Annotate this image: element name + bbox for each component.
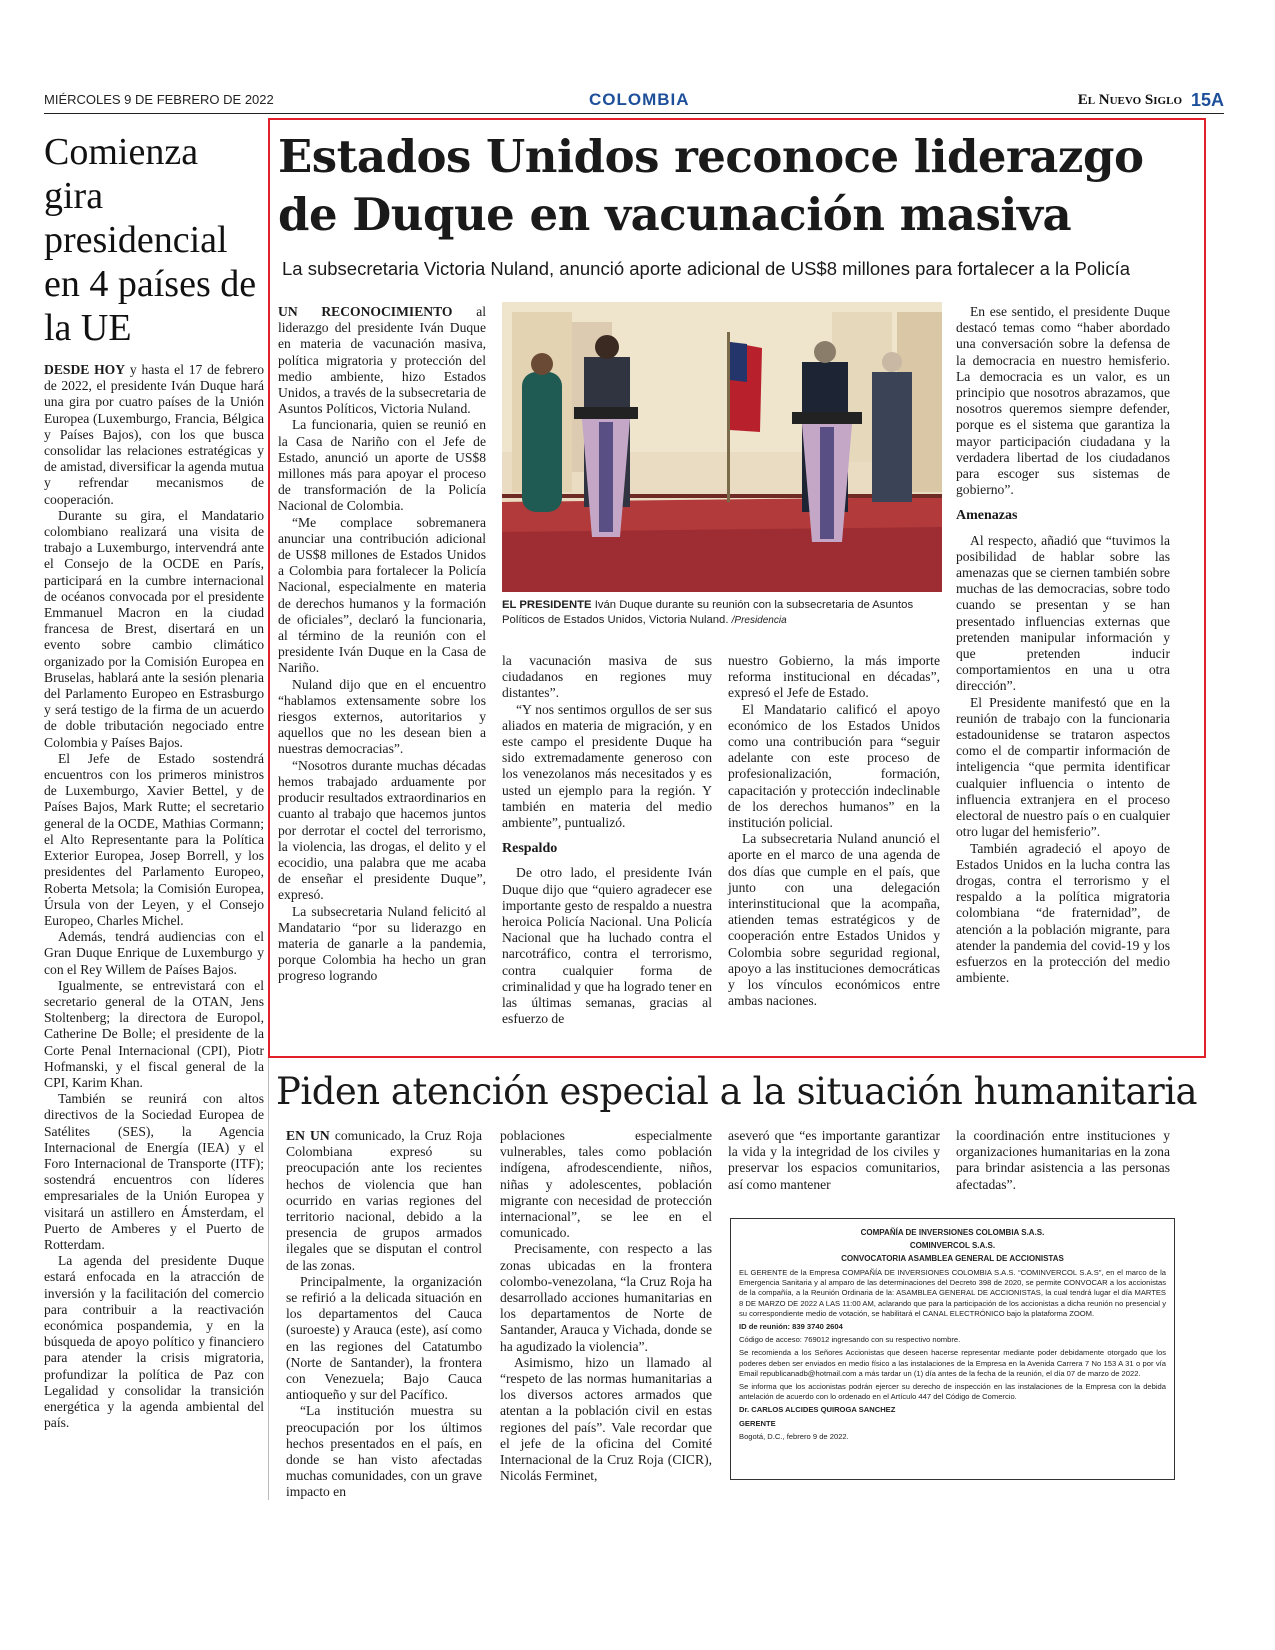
second-paragraph xyxy=(286,1128,482,1274)
second-article-title: Piden atención especial a la situación humanitaria xyxy=(276,1070,1198,1113)
main-column-4 xyxy=(956,304,1170,986)
main-paragraph: De otro lado, el presidente Iván Duque dijo que “quiero agradecer ese importante gesto de respaldo a nuestra heroica Policía Nacional. Una Policía Nacional que ha luchado contra el narcotráfico, contra el terrorismo, contra cualquier forma de criminalidad y que ha logrado tener en las últimas semanas, gracias al esfuerzo de xyxy=(502,865,712,1027)
main-paragraph: En ese sentido, el presidente Duque destacó temas como “haber abordado una conversación sobre la defensa de la democracia en nuestro hemisferio. La democracia es un valor, es un principio que nosotros abrazamos, que nosotros queremos siempre defender, porque es el sistema que garantiza la mayor participación ciudadana y la verdadera libertad de los ciudadanos para escoger sus sistemas de gobierno”. xyxy=(956,304,1170,498)
notice-call: CONVOCATORIA ASAMBLEA GENERAL DE ACCIONISTAS xyxy=(841,1254,1064,1263)
photo-illustration xyxy=(502,302,942,592)
second-paragraph: poblaciones especialmente vulnerables, tales como población indígena, afrodescendiente, niños, niñas y adolescentes, población migrante con necesidad de protección internacional”, se lee en el comunicado. xyxy=(500,1128,712,1241)
main-paragraph: la vacunación masiva de sus ciudadanos en regiones muy distantes”. xyxy=(502,653,712,701)
side-paragraph: Además, tendrá audiencias con el Gran Duque Enrique de Luxemburgo y con el Rey Willem de Países Bajos. xyxy=(44,929,264,977)
subheading-amenazas: Amenazas xyxy=(956,508,1018,524)
second-lead: EN UN xyxy=(286,1128,330,1143)
second-paragraph-text: comunicado, la Cruz Roja Colombiana expresó su preocupación ante los recientes hechos de violencia que han ocurrido en varias regiones del territorio nacional, debido a la presencia de grupos armados ilegales que se disputan el control de las zonas. xyxy=(286,1128,482,1273)
article-photo xyxy=(502,302,942,592)
notice-meeting-id: ID de reunión: 839 3740 2604 xyxy=(739,1322,843,1332)
main-article-title: Estados Unidos reconoce liderazgo de Duque en vacunación masiva xyxy=(278,130,1144,241)
caption-lead: EL PRESIDENTE xyxy=(502,599,592,611)
page-date: MIÉRCOLES 9 DE FEBRERO DE 2022 xyxy=(44,92,274,107)
main-column-3 xyxy=(728,653,940,1009)
notice-place-date: Bogotá, D.C., febrero 9 de 2022. xyxy=(739,1431,849,1441)
notice-role: GERENTE xyxy=(739,1418,776,1428)
main-paragraph: “Me complace sobremanera anunciar una contribución adicional de US$8 millones de Estados Unidos a Colombia para fortalecer la Policía Nacional, especialmente en materia de derechos humanos y la formación de oficiales”, declaró la funcionaria, al término de la reunión con el presidente Iván Duque en la Casa de Nariño. xyxy=(278,514,486,676)
main-paragraph: El Presidente manifestó que en la reunión de trabajo con la funcionaria estadounidense se trataron aspectos como el de compartir información de inteligencia “que permita identificar cualquier influencia o intento de influencia extranjera en el proceso electoral de nuestro país o en cualquier otro lugar del hemisferio”. xyxy=(956,694,1170,840)
notice-body: Se recomienda a los Señores Accionistas que deseen hacerse representar mediante poder debidamente otorgado que los poderes deben ser enviados en medio físico a las instalaciones de la Empresa en la Avenida Carrera 7 No 153 A 31 o por vía Email republicanadb@hotmail.com a más tardar un (1) día antes de la fecha de la reunión, el día 07 de marzo de 2022. xyxy=(739,1348,1166,1378)
side-paragraph: El Jefe de Estado sostendrá encuentros con los primeros ministros de Luxemburgo, Xavier Bettel, y de Países Bajos, Mark Rutte; el secretario general de la OCDE, Mathias Cormann; el Alto Representante para la Política Exterior Europea, Josep Borrell, y los presidentes del Parlamento Europeo, Roberta Metsola; la Comisión Europea, Úrsula von der Leyen, y el Consejo Europeo, Charles Michel. xyxy=(44,750,264,928)
notice-body: Se informa que los accionistas podrán ejercer su derecho de inspección en las instalaciones de la Empresa con la debida antelación de acuerdo con lo ordenado en el Artículo 447 del Código de Comercio. xyxy=(739,1382,1166,1402)
photo-caption xyxy=(502,598,942,628)
second-column-1 xyxy=(286,1128,482,1501)
side-article xyxy=(44,130,264,1431)
second-paragraph: aseveró que “es importante garantizar la vida y la integridad de los civiles y preservar los espacios comunitarios, así como mantener xyxy=(728,1128,940,1192)
main-paragraph: nuestro Gobierno, la más importe reforma institucional en décadas”, expresó el Jefe de Estado. xyxy=(728,653,940,701)
notice-short-name: COMINVERCOL S.A.S. xyxy=(909,1241,996,1250)
notice-body: EL GERENTE de la Empresa COMPAÑÍA DE INVERSIONES COLOMBIA S.A.S. “COMINVERCOL S.A.S”, en el marco de la Emergencia Sanitaria y al amparo de las determinaciones del Decreto 398 de 2020, se permite CONVOCAR a los accionistas de la compañía, a la Reunión Ordinaria de la: ASAMBLEA GENERAL DE ACCIONISTAS, la cual tendrá lugar el día MARTES 8 DE MARZO DE 2022 A LAS 11:00 AM, aclarando que para la participación de los accionistas a dicha reunión no presencial y su correspondiente medio de votación, se habilitará el CANAL ELECTRÓNICO bajo la plataforma ZOOM. xyxy=(739,1268,1166,1318)
notice-signer: Dr. CARLOS ALCIDES QUIROGA SANCHEZ xyxy=(739,1405,896,1415)
main-paragraph-text: al liderazgo del presidente Iván Duque en materia de vacunación masiva, política migratoria y protección del medio ambiente, hizo Estados Unidos, a través de la subsecretaria de Asuntos Políticos, Victoria Nuland. xyxy=(278,304,486,417)
second-paragraph: “La institución muestra su preocupación por los últimos hechos presentados en el país, en donde se han visto afectadas muchas comunidades, con un grave impacto en xyxy=(286,1403,482,1500)
side-paragraph-text: y hasta el 17 de febrero de 2022, el presidente Iván Duque hará una gira por cuatro países de la Unión Europea (Luxemburgo, Francia, Bélgica y Países Bajos), con los que busca consolidar las relaciones estratégicas y de amistad, diversificar la agenda mutua y refrendar mecanismos de cooperación. xyxy=(44,362,264,507)
page-header xyxy=(44,90,1224,114)
legal-notice xyxy=(730,1218,1175,1480)
second-paragraph: Precisamente, con respecto a las zonas ubicadas en la frontera colombo-venezolana, “la Cruz Roja ha desarrollado acciones humanitarias en los departamentos de Norte de Santander, Arauca y Vichada, donde se ha agudizado la violencia”. xyxy=(500,1241,712,1354)
main-paragraph: La subsecretaria Nuland felicitó al Mandatario “por su liderazgo en materia de ganarle a la pandemia, porque Colombia ha hecho un gran progreso logrando xyxy=(278,903,486,984)
side-paragraph xyxy=(44,362,264,508)
side-article-title: Comienza gira presidencial en 4 países de la UE xyxy=(44,131,257,349)
side-paragraph: Igualmente, se entrevistará con el secretario general de la OTAN, Jens Stoltenberg; la directora de Europol, Catherine De Bolle; el presidente de la Corte Penal Internacional (CPI), Piotr Hofmanski, y el fiscal general de la CPI, Karim Khan. xyxy=(44,977,264,1090)
section-name: COLOMBIA xyxy=(589,90,690,109)
main-column-2 xyxy=(502,653,712,1027)
side-lead: DESDE HOY xyxy=(44,362,126,377)
main-paragraph: Nuland dijo que en el encuentro “hablamos extensamente sobre los riesgos externos, autoritarios y aquellos que no les desean bien a nuestras democracias”. xyxy=(278,676,486,757)
side-paragraph: La agenda del presidente Duque estará enfocada en la atracción de inversión y la facilitación del comercio para contribuir a la reactivación económica pospandemia, y en la búsqueda de apoyo político y financiero para atender la crisis migratoria, profundizar la política de Paz con Legalidad y consolidar la transición energética y la agenda ambiental del país. xyxy=(44,1253,264,1431)
main-paragraph xyxy=(278,304,486,417)
notice-access-code: Código de acceso: 769012 ingresando con su respectivo nombre. xyxy=(739,1335,961,1345)
second-column-4 xyxy=(956,1128,1170,1193)
second-paragraph: Principalmente, la organización se refirió a la delicada situación en los departamentos del Cauca (suroeste) y Arauca (este), así como en las regiones del Catatumbo (Norte de Santander), la frontera con Venezuela; Bajo Cauca antioqueño y sur del Pacífico. xyxy=(286,1273,482,1403)
main-paragraph: También agradeció el apoyo de Estados Unidos en la lucha contra las drogas, contra el terrorismo y el respaldo a la política migratoria colombiana “de fraternidad”, de atención a la población migrante, para atender la pandemia del covid-19 y los esfuerzos en la protección del medio ambiente. xyxy=(956,840,1170,986)
main-paragraph: “Nosotros durante muchas décadas hemos trabajado arduamente por producir resultados extraordinarios en cuanto al trabajo que hacemos juntos por derrotar el coctel del terrorismo, la violencia, las drogas, el delito y el ecocidio, una palabra que me acaba de enseñar el presidente Duque”, expresó. xyxy=(278,757,486,903)
main-column-1 xyxy=(278,304,486,985)
main-paragraph: La funcionaria, quien se reunió en la Casa de Nariño con el Jefe de Estado, anunció un aporte de US$8 millones más para apoyar el proceso de transformación de la Policía Nacional de Colombia. xyxy=(278,417,486,514)
side-paragraph: También se reunirá con altos directivos de la Sociedad Europea de Satélites (SES), la Agencia Internacional de Energía (IEA) y el Foro Internacional de Transporte (ITF); sostendrá encuentros con líderes empresariales de la Unión Europea y visitará un astillero en Ámsterdam, el Puerto de Amberes y el Puerto de Rotterdam. xyxy=(44,1091,264,1252)
main-paragraph: Al respecto, añadió que “tuvimos la posibilidad de hablar sobre las amenazas que se ciernen también sobre muchas de las democracias, sobre todo cuando se presentan y se han presentado influencias externas que pretenden manipular información y que pretenden inducir comportamientos en una u otra dirección”. xyxy=(956,532,1171,694)
main-paragraph: La subsecretaria Nuland anunció el aporte en el marco de una agenda de dos días que cumple en el país, que junto con una delegación interinstitucional que la acompaña, atienden temas estratégicos y de cooperación entre Estados Unidos y Colombia sobre seguridad regional, apoyo a las instituciones democráticas y los vínculos económicos entre ambas naciones. xyxy=(728,831,940,1009)
newspaper-name: El Nuevo Siglo xyxy=(1077,92,1182,108)
caption-credit: /Presidencia xyxy=(731,615,787,626)
second-column-2 xyxy=(500,1128,712,1484)
page-number: 15A xyxy=(1190,90,1224,110)
notice-company: COMPAÑÍA DE INVERSIONES COLOMBIA S.A.S. xyxy=(860,1228,1045,1237)
main-paragraph: El Mandatario calificó el apoyo económico de los Estados Unidos como una contribución para “seguir adelante con este proceso de profesionalización, formación, capacitación y protección indeclinable de los derechos humanos” en la institución policial. xyxy=(728,701,940,831)
second-paragraph: Asimismo, hizo un llamado al “respeto de las normas humanitarias a los diversos actores armados que atentan a la población civil en estas regiones del país”. Vale recordar que el jefe de la oficina del Comité Internacional de la Cruz Roja (CICR), Nicolás Ferminet, xyxy=(500,1354,712,1484)
main-lead: UN RECONOCIMIENTO xyxy=(278,304,453,319)
caption-text: Iván Duque durante su reunión con la subsecretaria de Asuntos Políticos de Estados Unidos, Victoria Nuland. xyxy=(502,599,914,626)
main-paragraph: “Y nos sentimos orgullos de ser sus aliados en materia de migración, y en este campo el presidente Duque ha sido extremadamente generoso con los venezolanos más necesitados y es usted un ejemplo para la región. Y también en materia del medio ambiente”, puntualizó. xyxy=(502,701,712,831)
side-article-body xyxy=(44,362,264,1431)
second-column-3 xyxy=(728,1128,940,1193)
second-paragraph: la coordinación entre instituciones y organizaciones humanitarias en la zona para brindar asistencia a las personas afectadas”. xyxy=(956,1128,1170,1192)
side-paragraph: Durante su gira, el Mandatario colombiano realizará una visita de trabajo a Luxemburgo, intervendrá ante el Consejo de la OCDE en París, participará en la cumbre internacional de océanos convocada por el presidente Emmanuel Macron en la ciudad francesa de Brest, disertará en un evento sobre cambio climático organizado por la Comisión Europea en Bruselas, hablará ante la sesión plenaria del Parlamento Europeo en Estrasburgo y será testigo de la firma de un acuerdo de doble tributación negociado entre Colombia y Países Bajos. xyxy=(44,507,264,750)
main-article-subtitle: La subsecretaria Victoria Nuland, anunció aporte adicional de US$8 millones para fortalecer a la Policía xyxy=(282,258,1131,279)
subheading-respaldo: Respaldo xyxy=(502,841,558,857)
